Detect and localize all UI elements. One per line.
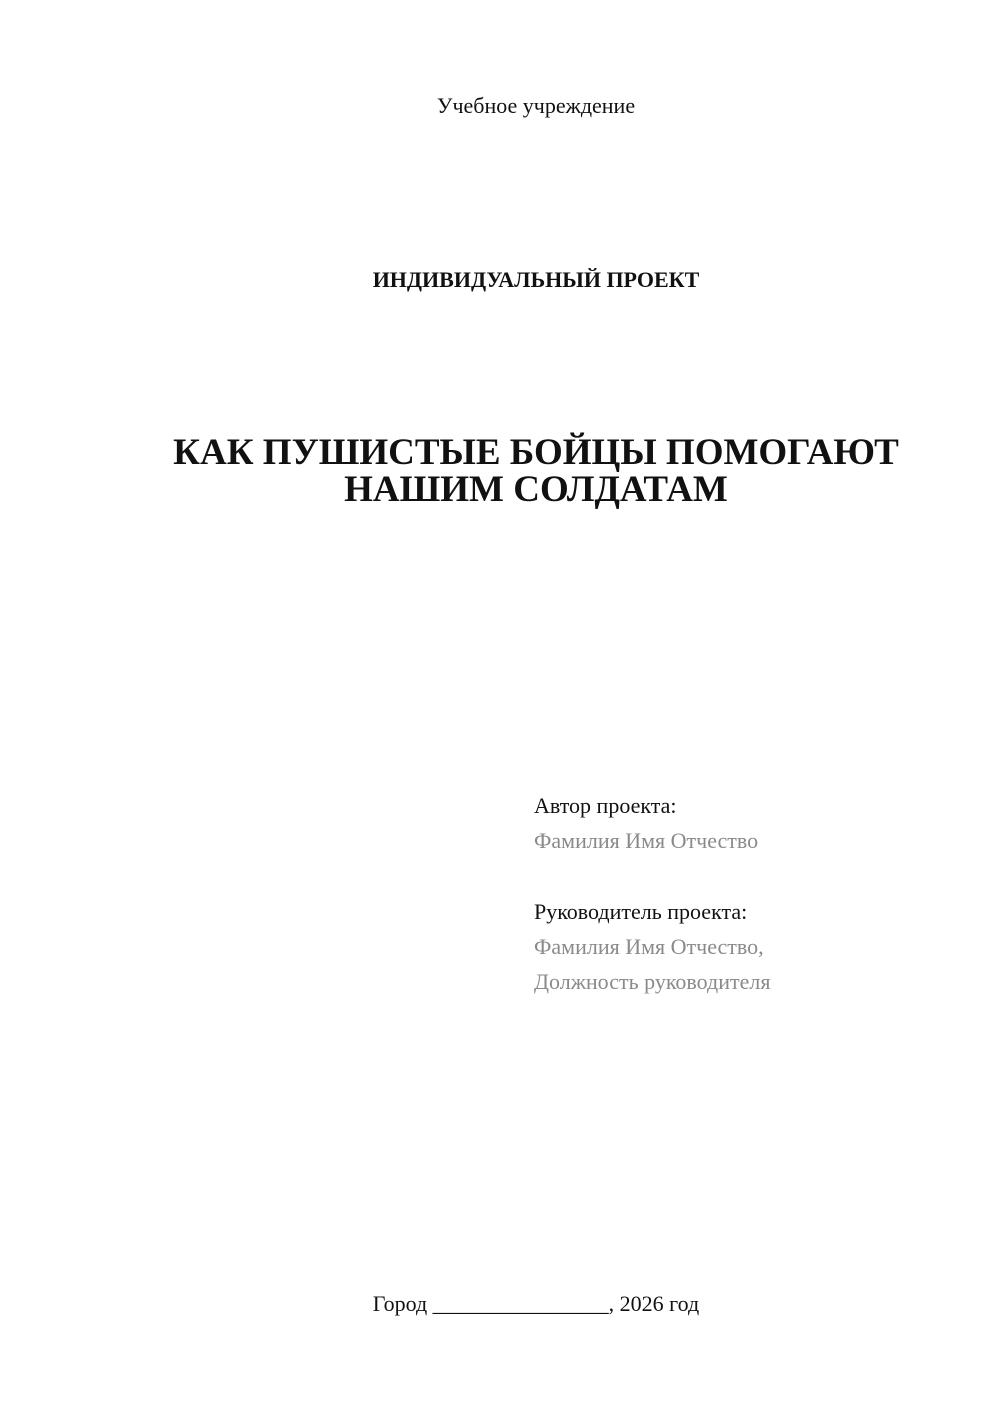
city-label: Город [372, 1291, 428, 1316]
project-title [0, 434, 1000, 508]
supervisor-position: Должность руководителя [534, 969, 771, 994]
supervisor-label: Руководитель проекта: [534, 899, 748, 924]
supervisor-name: Фамилия Имя Отчество, [534, 934, 764, 959]
institution-name: Учебное учреждение [436, 93, 636, 118]
credits-spacer [534, 858, 974, 894]
project-title-line-2: НАШИМ СОЛДАТАМ [344, 469, 728, 510]
credits-block [534, 788, 974, 999]
city-blank: ________________ [432, 1291, 609, 1316]
year-text: , 2026 год [608, 1291, 700, 1316]
author-name: Фамилия Имя Отчество [534, 828, 759, 853]
city-year-line [0, 1290, 1000, 1318]
author-label: Автор проекта: [534, 793, 677, 818]
document-type: ИНДИВИДУАЛЬНЫЙ ПРОЕКТ [372, 267, 700, 292]
project-title-line-1: КАК ПУШИСТЫЕ БОЙЦЫ ПОМОГАЮТ [173, 432, 899, 473]
